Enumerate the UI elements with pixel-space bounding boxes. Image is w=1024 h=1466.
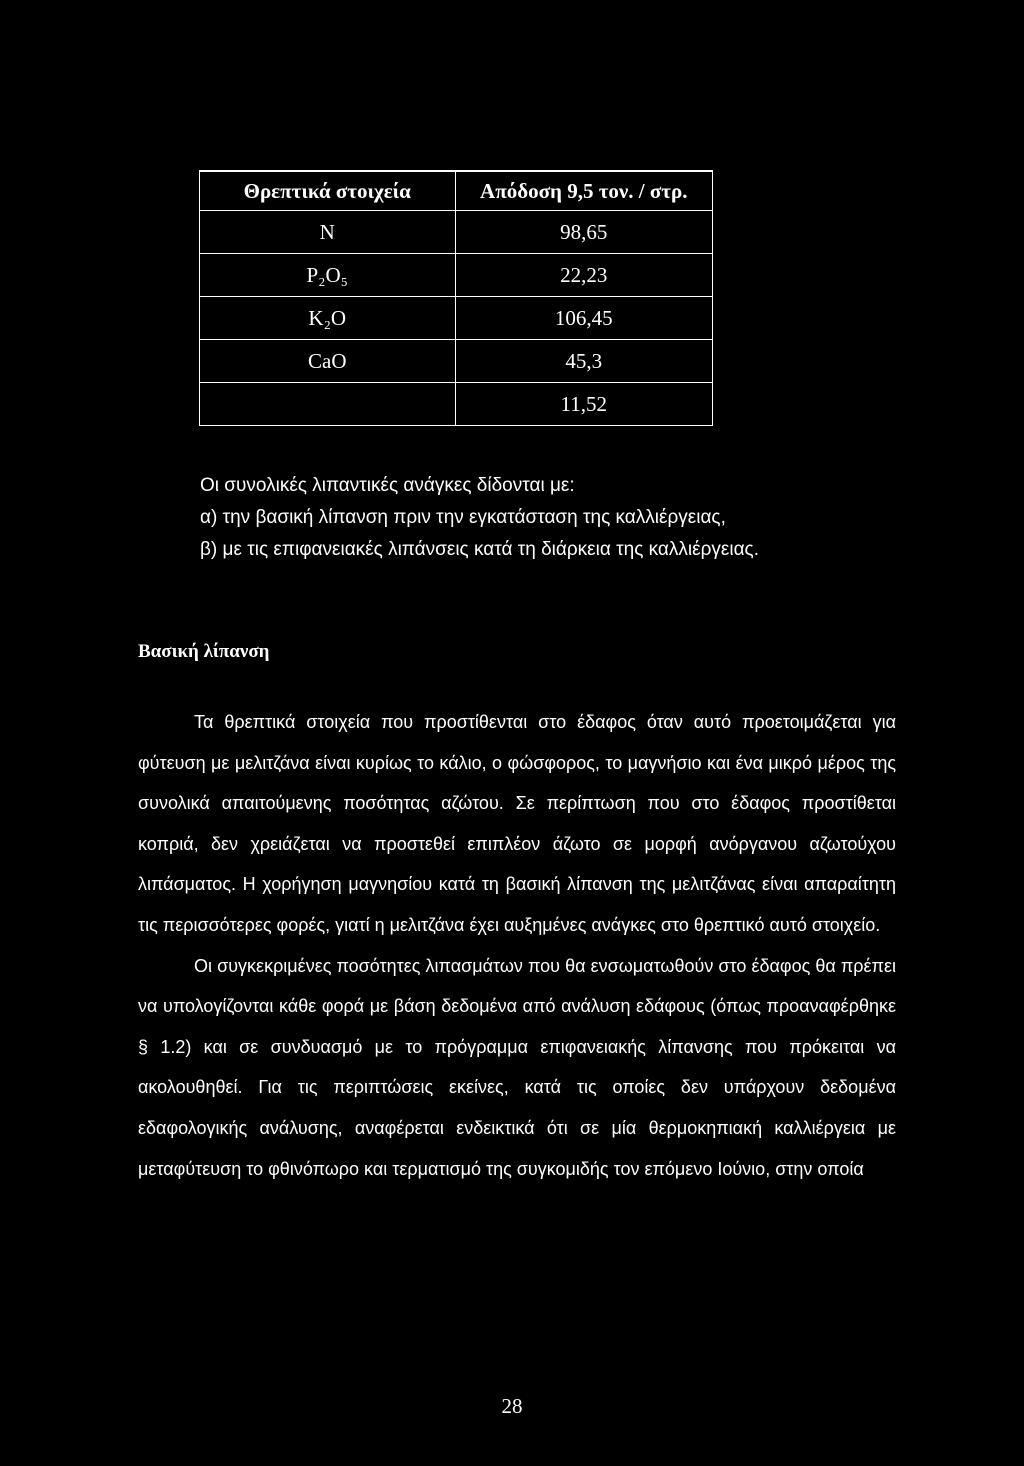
header-yield: Απόδοση 9,5 τον. / στρ. <box>455 171 712 211</box>
table-row <box>200 211 713 254</box>
table-row <box>200 297 713 340</box>
intro-block <box>200 470 759 566</box>
header-nutrients: Θρεπτικά στοιχεία <box>200 171 456 211</box>
cell-nutrient: P₂O₅ <box>200 254 456 297</box>
section-heading: Βασική λίπανση <box>138 641 270 662</box>
cell-nutrient: N <box>200 211 456 254</box>
intro-line: Οι συνολικές λιπαντικές ανάγκες δίδονται με: <box>200 475 575 496</box>
cell-nutrient <box>200 383 456 426</box>
paragraph: Οι συγκεκριμένες ποσότητες λιπασμάτων που θα ενσωματωθούν στο έδαφος θα πρέπει να υπολογίζονται κάθε φορά με βάση δεδομένα από ανάλυση εδάφους (όπως προαναφέρθηκε § 1.2) και σε συνδυασμό με το πρόγραμμα επιφανειακής λίπανσης που πρόκειται να ακολουθηθεί. Για τις περιπτώσεις εκείνες, κατά τις οποίες δεν υπάρχουν δεδομένα εδαφολογικής ανάλυσης, αναφέρεται ενδεικτικά ότι σε μία θερμοκηπιακή καλλιέργεια με μεταφύτευση το φθινόπωρο και τερματισμό της συγκομιδής τον επόμενο Ιούνιο, στην οποία <box>138 955 896 1179</box>
nutrient-table <box>199 170 713 426</box>
cell-value: 106,45 <box>455 297 712 340</box>
cell-value: 11,52 <box>455 383 712 426</box>
intro-line: α) την βασική λίπανση πριν την εγκατάσταση της καλλιέργειας, <box>200 507 726 528</box>
paragraph: Τα θρεπτικά στοιχεία που προστίθενται στο έδαφος όταν αυτό προετοιμάζεται για φύτευση με μελιτζάνα είναι κυρίως το κάλιο, ο φώσφορος, το μαγνήσιο και ένα μικρό μέρος της συνολικά απαιτούμενης ποσότητας αζώτου. Σε περίπτωση που στο έδαφος προστίθεται κοπριά, δεν χρειάζεται να προστεθεί επιπλέον άζωτο σε μορφή ανόργανου αζωτούχου λιπάσματος. Η χορήγηση μαγνησίου κατά τη βασική λίπανση της μελιτζάνας είναι απαραίτητη τις περισσότερες φορές, γιατί η μελιτζάνα έχει αυξημένες ανάγκες στο θρεπτικό αυτό στοιχείο. <box>138 712 896 935</box>
intro-line: β) με τις επιφανειακές λιπάνσεις κατά τη διάρκεια της καλλιέργειας. <box>200 539 759 560</box>
cell-value: 45,3 <box>455 340 712 383</box>
page-number: 28 <box>501 1394 523 1418</box>
table-row <box>200 340 713 383</box>
table-row <box>200 383 713 426</box>
cell-value: 22,23 <box>455 254 712 297</box>
table-row <box>200 254 713 297</box>
body-text <box>138 702 896 1189</box>
cell-nutrient: CaO <box>200 340 456 383</box>
cell-nutrient: K₂O <box>200 297 456 340</box>
table-header-row <box>200 171 713 211</box>
cell-value: 98,65 <box>455 211 712 254</box>
